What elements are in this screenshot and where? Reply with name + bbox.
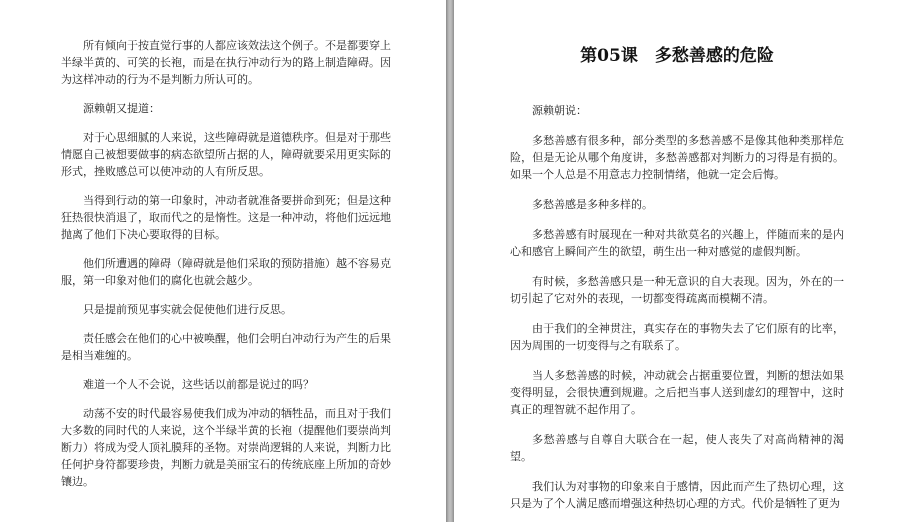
right-paragraph-2: 多愁善感有很多种，部分类型的多愁善感不是像其他种类那样危险，但是无论从哪个角度讲，多愁善感都对判断力的习得是有损的。如果一个人总是不用意志力控制情绪，他就一定会后悔。	[510, 134, 844, 181]
left-paragraph-4: 当得到行动的第一印象时，冲动者就准备要拼命到死；但是这种狂热很快消退了，取而代之的是惰性。这是一种冲动，将他们远远地抛离了他们下决心要取得的目标。	[61, 194, 391, 241]
left-paragraph-5: 他们所遭遇的障碍（障碍就是他们采取的预防措施）越不容易克服，第一印象对他们的腐化也就会越少。	[61, 257, 391, 287]
left-page	[0, 0, 446, 522]
right-paragraph-1: 源赖朝说：	[532, 104, 587, 117]
left-paragraph-7: 责任感会在他们的心中被唤醒，他们会明白冲动行为产生的后果是相当难缠的。	[61, 332, 391, 362]
left-paragraph-1: 所有倾向于按直觉行事的人都应该效法这个例子。不是都要穿上半绿半黄的、可笑的长袍，而是在执行冲动行为的路上制造障碍。因为这样冲动的行为不是判断力所认可的。	[61, 39, 391, 86]
right-paragraph-7: 当人多愁善感的时候，冲动就会占据重要位置，判断的想法如果变得明显，会很快遭到规避。之后把当事人送到虚幻的理智中，这时真正的理智就不起作用了。	[510, 369, 844, 416]
right-paragraph-6: 由于我们的全神贯注，真实存在的事物失去了它们原有的比率，因为周围的一切变得与之有联系了。	[510, 322, 844, 352]
right-page	[454, 0, 900, 522]
page-divider	[446, 0, 454, 522]
left-paragraph-2: 源赖朝又提道：	[83, 102, 160, 115]
chapter-title: 第05课 多愁善感的危险	[580, 46, 774, 66]
right-paragraph-9: 我们认为对事物的印象来自于感情，因此而产生了热切心理，这只是为了个人满足感而增强这种热切心理的方式。代价是牺牲了更为	[510, 480, 844, 510]
left-paragraph-3: 对于心思细腻的人来说，这些障碍就是道德秩序。但是对于那些情愿自己被想要做事的病态欲望所占据的人，障碍就要采用更实际的形式，挫败感总可以使冲动的人有所反思。	[61, 131, 391, 178]
right-paragraph-3: 多愁善感是多种多样的。	[532, 198, 653, 211]
right-paragraph-4: 多愁善感有时展现在一种对共欲莫名的兴趣上，伴随而来的是内心和感官上瞬间产生的欲望，萌生出一种对感觉的虚假判断。	[510, 228, 844, 258]
left-paragraph-6: 只是提前预见事实就会促使他们进行反思。	[83, 303, 292, 316]
left-paragraph-9: 动荡不安的时代最容易使我们成为冲动的牺牲品，而且对于我们大多数的同时代的人来说，这个半绿半黄的长袍（提醒他们要崇尚判断力）将成为受人顶礼膜拜的圣物。对崇尚逻辑的人来说，判断力比任何护身符都要珍贵，判断力就是美丽宝石的传统底座上所加的奇妙镶边。	[61, 407, 391, 488]
right-paragraph-8: 多愁善感与自尊自大联合在一起，使人丧失了对高尚精神的渴望。	[510, 433, 844, 463]
left-paragraph-8: 难道一个人不会说，这些话以前都是说过的吗？	[83, 378, 314, 391]
right-paragraph-5: 有时候，多愁善感只是一种无意识的自大表现。因为，外在的一切引起了它对外的表现，一切都变得疏离而模糊不清。	[510, 275, 844, 305]
